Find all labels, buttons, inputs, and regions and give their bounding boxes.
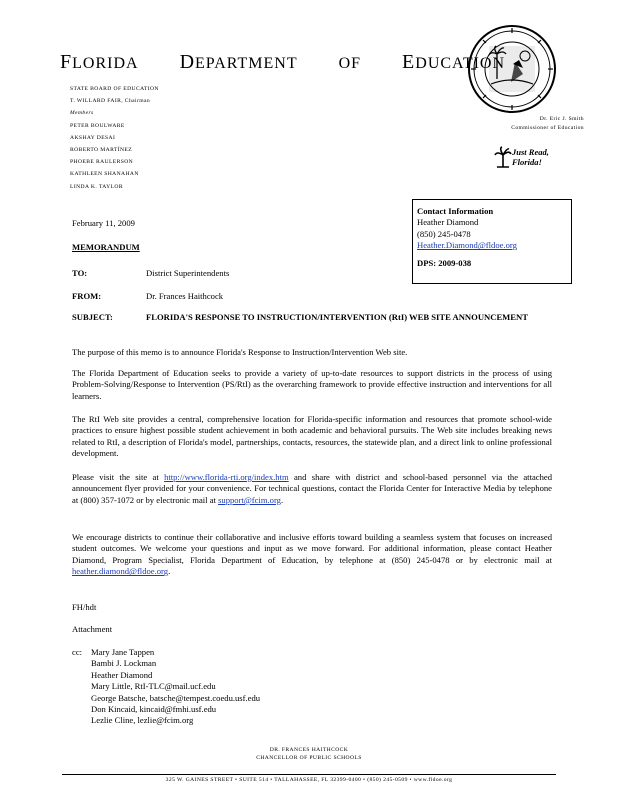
board-member: PHOEBE RAULERSON: [70, 159, 134, 166]
p4-end: .: [280, 494, 284, 505]
subject-value: FLORIDA'S RESPONSE TO INSTRUCTION/INTERVENTION (RtI) WEB SITE ANNOUNCEMENT: [146, 312, 528, 322]
p4-text: Please visit the site at: [72, 472, 165, 482]
chancellor-signature-block: [0, 747, 618, 761]
title-word-education: EDUCATION: [402, 51, 506, 73]
cc-label: cc:: [72, 647, 83, 657]
chancellor-name: DR. FRANCES HAITHCOCK: [269, 747, 349, 753]
board-member: KATHLEEN SHANAHAN: [70, 171, 139, 178]
body-paragraph-5: [72, 532, 552, 578]
board-member: Members: [70, 110, 94, 117]
cc-recipient: Mary Little, RtI-TLC@mail.ucf.edu: [91, 681, 216, 692]
title-word-of: OF: [338, 55, 362, 72]
footer-divider: [62, 774, 556, 775]
florida-state-seal-icon: [467, 24, 557, 114]
p4-text: and share with district and school-based personnel via the attached announcement flyer provided for your convenience. For technical questions, contact the Florida Center for Interactive Media by telephone at (800) 357-1072 or by electronic mail at: [72, 472, 552, 505]
contact-email-link[interactable]: Heather.Diamond@fldoe.org: [417, 240, 517, 251]
commissioner-title: Commissioner of Education: [511, 125, 584, 131]
body-paragraph-4: [72, 472, 552, 506]
chancellor-title: CHANCELLOR OF PUBLIC SCHOOLS: [256, 755, 362, 761]
p5-text: We encourage districts to continue their collaborative and inclusive efforts toward building a seamless system that focuses on increased student outcomes. We welcome your questions and input as we move forward. For additional information, please contact Heather Diamond, Program Specialist, Florida Department of Education, by telephone at (850) 245-0478 or by electronic mail at: [72, 532, 552, 565]
memo-date: February 11, 2009: [72, 218, 135, 228]
subject-label: SUBJECT:: [72, 312, 113, 322]
heather-diamond-email-link[interactable]: heather.diamond@fldoe.org: [72, 566, 169, 577]
to-label: TO:: [72, 268, 88, 278]
commissioner-block: [476, 116, 584, 131]
just-read-florida-logo: [494, 146, 556, 168]
rti-website-link[interactable]: http://www.florida-rti.org/index.htm: [164, 472, 289, 482]
board-member: T. WILLARD FAIR, Chairman: [70, 98, 151, 105]
cc-list: [72, 647, 372, 727]
attachment-note: Attachment: [72, 624, 113, 634]
contact-information-box: [412, 199, 572, 284]
dps-number: DPS: 2009-038: [417, 257, 472, 268]
board-title: STATE BOARD OF EDUCATION: [70, 86, 159, 92]
title-word-florida: FLORIDA: [60, 51, 139, 73]
cc-recipient: Bambi J. Lockman: [91, 658, 157, 669]
cc-recipient: Lezlie Cline, lezlie@fcim.org: [91, 715, 194, 726]
body-paragraph-2: The Florida Department of Education seeks to provide a variety of up-to-date resources to support districts in the process of using Problem-Solving/Response to Intervention (PS/RtI) as the overarching framework to provide effective instruction and interventions for all learners.: [72, 368, 552, 401]
cc-recipient: Don Kincaid, kincaid@fmhi.usf.edu: [91, 704, 217, 715]
to-value: District Superintendents: [146, 268, 230, 278]
fcim-support-email-link[interactable]: support@fcim.org: [218, 494, 281, 505]
footer-address: 325 W. GAINES STREET • SUITE 514 • TALLAHASSEE, FL 32399-0400 • (850) 245-0509 • www.fldoe.org: [165, 777, 453, 783]
cc-recipient: Mary Jane Tappen: [91, 647, 155, 657]
title-word-department: DEPARTMENT: [179, 51, 298, 73]
just-read-text: Just Read, Florida!: [512, 147, 549, 167]
board-member: ROBERTO MARTÍNEZ: [70, 146, 133, 153]
cc-recipient: George Batsche, batsche@tempest.coedu.usf.edu: [91, 692, 261, 703]
body-paragraph-1: The purpose of this memo is to announce Florida's Response to Instruction/Intervention Web site.: [72, 347, 408, 357]
cc-recipient: Heather Diamond: [91, 669, 153, 680]
board-member: AKSHAY DESAI: [70, 134, 116, 141]
commissioner-name: Dr. Eric J. Smith: [539, 116, 584, 122]
contact-phone: (850) 245-0478: [417, 228, 471, 239]
contact-heading: Contact Information: [417, 206, 494, 216]
from-label: FROM:: [72, 291, 102, 301]
body-paragraph-3: The RtI Web site provides a central, comprehensive location for Florida-specific information and resources that promote school-wide practices to ensure highest possible student achievement in both academic and behavioral pursuits. The Web site includes breaking news related to RtI, a description of Florida's model, partnerships, contacts, resources, the statewide plan, and a direct link to online professional development.: [72, 414, 552, 459]
memo-title: MEMORANDUM: [72, 242, 140, 252]
state-board-list: [70, 86, 270, 196]
contact-name: Heather Diamond: [417, 217, 479, 228]
from-value: Dr. Frances Haithcock: [146, 291, 224, 301]
board-member: PETER BOULWARE: [70, 122, 125, 129]
palm-tree-icon: [494, 146, 512, 168]
typist-initials: FH/hdt: [72, 602, 97, 612]
p5-end: .: [168, 566, 171, 577]
board-member: LINDA K. TAYLOR: [70, 183, 123, 190]
